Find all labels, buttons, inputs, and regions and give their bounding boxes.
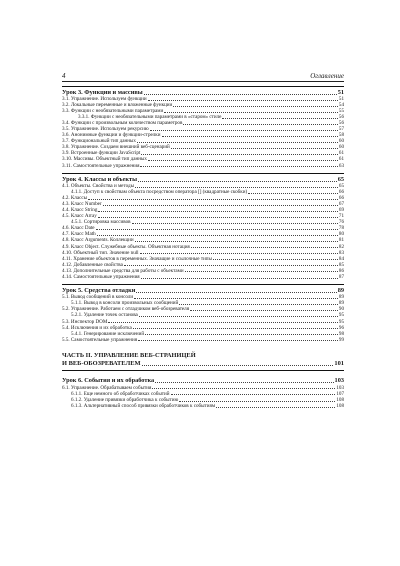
page-ref: 71 bbox=[338, 213, 344, 220]
dot-leader bbox=[132, 223, 338, 224]
toc-entry[interactable] bbox=[62, 403, 344, 409]
entry-title: Урок 3. Функции и массивы bbox=[62, 88, 143, 96]
entry-title: 4.8. Класс Arguments. Коллекции bbox=[62, 237, 134, 244]
dot-leader bbox=[136, 292, 336, 293]
dot-leader bbox=[134, 298, 338, 299]
toc-lesson-heading[interactable] bbox=[62, 376, 344, 385]
dot-leader bbox=[155, 382, 333, 383]
dot-leader bbox=[171, 394, 336, 395]
entry-title: 3.4. Функции с произвольным количеством параметров bbox=[62, 120, 183, 127]
entry-title: 5.1. Вывод сообщений в консоли bbox=[62, 294, 134, 301]
page-number: 4 bbox=[62, 72, 66, 80]
page-ref: 56 bbox=[338, 120, 344, 127]
dot-leader bbox=[144, 94, 337, 95]
dot-leader bbox=[152, 388, 335, 389]
dot-leader bbox=[135, 187, 338, 188]
dot-leader bbox=[183, 124, 338, 125]
entry-title: 3.11. Самостоятельные упражнения bbox=[62, 162, 140, 169]
page-ref: 61 bbox=[338, 150, 344, 157]
entry-title: 5.2. Упражнение. Работаем с отладчиком веб-обозревателя bbox=[62, 306, 190, 313]
page-ref: 103 bbox=[334, 377, 344, 385]
entry-title: 3.5. Упражнение. Используем рекурсию bbox=[62, 126, 149, 133]
dot-leader bbox=[98, 217, 338, 218]
dot-leader bbox=[145, 334, 338, 335]
running-title: Оглавление bbox=[310, 72, 344, 80]
dot-leader bbox=[185, 271, 338, 272]
entry-title: 6.1.1. Еще немного об обработчиках событий bbox=[71, 390, 170, 397]
dot-leader bbox=[141, 154, 338, 155]
entry-title: 6.1. Упражнение. Обрабатываем события bbox=[62, 384, 152, 391]
part-title-line2: И ВЕБ-ОБОЗРЕВАТЕЛЕМ bbox=[62, 359, 141, 367]
page-ref: 96 bbox=[338, 324, 344, 331]
page-ref: 83 bbox=[338, 249, 344, 256]
entry-title: 3.3. Функции с необязательными параметрами bbox=[62, 108, 164, 115]
dot-leader bbox=[97, 235, 338, 236]
entry-title: 3.1. Упражнение. Используем функции bbox=[62, 96, 147, 102]
dot-leader bbox=[139, 316, 338, 317]
page-ref: 57 bbox=[338, 126, 344, 133]
page-ref: 55 bbox=[338, 108, 344, 115]
entry-title: 4.7. Класс Math bbox=[62, 231, 96, 238]
dot-leader bbox=[213, 259, 338, 260]
page-ref: 101 bbox=[334, 359, 344, 367]
dot-leader bbox=[150, 130, 338, 131]
entry-title: 4.3. Класс Number bbox=[62, 201, 102, 208]
toc-entry[interactable] bbox=[62, 274, 344, 280]
entry-title: 4.1. Объекты. Свойства и методы bbox=[62, 183, 135, 190]
entry-title: 4.10. Объектный тип. Значение null bbox=[62, 249, 139, 256]
entry-title: 4.14. Самостоятельные упражнения bbox=[62, 273, 140, 280]
page-ref: 69 bbox=[338, 207, 344, 214]
dot-leader bbox=[216, 407, 335, 408]
entry-title: 5.2.1. Удаление точек останова bbox=[71, 312, 138, 319]
dot-leader bbox=[148, 100, 338, 101]
entry-title: 3.2. Локальные переменные и вложенные функции bbox=[62, 102, 173, 109]
dot-leader bbox=[124, 265, 338, 266]
page-ref: 87 bbox=[338, 273, 344, 280]
dot-leader bbox=[140, 166, 337, 167]
toc-lesson-heading[interactable] bbox=[62, 284, 344, 294]
page-ref: 95 bbox=[338, 312, 344, 319]
page-ref: 107 bbox=[336, 390, 344, 397]
entry-title: 3.10. Массивы. Объектный тип данных bbox=[62, 156, 147, 163]
page-ref: 81 bbox=[338, 237, 344, 244]
page-ref: 99 bbox=[338, 336, 344, 343]
table-of-contents bbox=[62, 86, 344, 409]
page-ref: 98 bbox=[338, 330, 344, 337]
page-ref: 61 bbox=[338, 156, 344, 163]
dot-leader bbox=[148, 160, 338, 161]
entry-title: 5.4.1. Генерирование исключений bbox=[71, 330, 145, 337]
dot-leader bbox=[164, 112, 338, 113]
entry-title: 4.4. Класс String bbox=[62, 207, 98, 214]
dot-leader bbox=[88, 199, 338, 200]
page-ref: 51 bbox=[337, 88, 344, 96]
dot-leader bbox=[135, 241, 338, 242]
part-divider bbox=[62, 370, 344, 371]
dot-leader bbox=[103, 205, 338, 206]
dot-leader bbox=[190, 310, 338, 311]
entry-title: 5.1.1. Вывод в консоли произвольных сообщений bbox=[71, 300, 179, 307]
running-header bbox=[62, 72, 344, 82]
page-ref: 66 bbox=[338, 195, 344, 202]
entry-title: 3.8. Упражнение. Создаем внешний веб-сценарий bbox=[62, 144, 170, 151]
page-ref: 108 bbox=[336, 402, 344, 409]
dot-leader bbox=[191, 247, 338, 248]
entry-title: 3.7. Функциональный тип данных bbox=[62, 138, 136, 145]
entry-title: 5.4. Исключения и их обработка bbox=[62, 324, 132, 331]
dot-leader bbox=[138, 181, 337, 182]
dot-leader bbox=[222, 118, 338, 119]
page-ref: 90 bbox=[338, 306, 344, 313]
dot-leader bbox=[133, 328, 338, 329]
page-ref: 54 bbox=[338, 102, 344, 109]
toc-entry[interactable] bbox=[62, 163, 344, 169]
dot-leader bbox=[141, 278, 338, 279]
dot-leader bbox=[142, 365, 334, 366]
toc-entry[interactable] bbox=[62, 337, 344, 343]
toc-lesson-heading[interactable] bbox=[62, 86, 344, 96]
entry-title: 4.1.1. Доступ к свойствам объекта посредством оператора [] (квадратные скобки) bbox=[71, 189, 248, 196]
dot-leader bbox=[171, 148, 338, 149]
entry-title: 4.13. Дополнительные средства для работы с объектами bbox=[62, 267, 184, 274]
page-ref: 86 bbox=[338, 267, 344, 274]
toc-part-heading[interactable] bbox=[62, 352, 344, 371]
page-ref: 66 bbox=[338, 189, 344, 196]
entry-title: Урок 6. События и их обработка bbox=[62, 377, 155, 385]
page-ref: 76 bbox=[338, 219, 344, 226]
entry-title: 5.5. Самостоятельные упражнения bbox=[62, 336, 138, 343]
dot-leader bbox=[137, 142, 338, 143]
page-ref: 60 bbox=[338, 144, 344, 151]
page-ref: 63 bbox=[338, 162, 344, 169]
dot-leader bbox=[98, 211, 338, 212]
dot-leader bbox=[138, 340, 338, 341]
page-ref: 89 bbox=[338, 294, 344, 301]
entry-title: 4.5. Класс Array bbox=[62, 213, 97, 220]
entry-title: 4.2. Классы bbox=[62, 195, 88, 202]
page-ref: 80 bbox=[338, 231, 344, 238]
page-ref: 58 bbox=[338, 132, 344, 139]
page-ref: 56 bbox=[338, 114, 344, 121]
entry-title: Урок 5. Средства отладки bbox=[62, 286, 136, 294]
dot-leader bbox=[162, 136, 338, 137]
entry-title: 3.6. Анонимные функции и функции-стрелки bbox=[62, 132, 161, 139]
dot-leader bbox=[248, 193, 338, 194]
entry-title: 5.3. Инспектор DOM bbox=[62, 318, 108, 325]
dot-leader bbox=[96, 229, 338, 230]
dot-leader bbox=[108, 322, 338, 323]
page-ref: 85 bbox=[338, 261, 344, 268]
dot-leader bbox=[179, 304, 338, 305]
page-ref: 89 bbox=[337, 286, 344, 294]
entry-title: 4.6. Класс Date bbox=[62, 225, 95, 232]
page-ref: 78 bbox=[338, 225, 344, 232]
page-ref: 51 bbox=[338, 96, 344, 102]
entry-title: 4.5.1. Сортировка массивов bbox=[71, 219, 131, 226]
page-ref: 67 bbox=[338, 201, 344, 208]
page-ref: 108 bbox=[336, 396, 344, 403]
part-title-line1: ЧАСТЬ II. УПРАВЛЕНИЕ ВЕБ-СТРАНИЦЕЙ bbox=[62, 351, 196, 359]
entry-title: 4.11. Хранение объектов в переменных. Значащие и ссылочные типы bbox=[62, 255, 212, 262]
page-ref: 60 bbox=[338, 138, 344, 145]
dot-leader bbox=[179, 401, 335, 402]
entry-title: Урок 4. Классы и объекты bbox=[62, 175, 138, 183]
page-ref: 95 bbox=[338, 318, 344, 325]
entry-title: 6.1.3. Альтернативный способ привязки обработчиков к событиям bbox=[71, 402, 216, 409]
entry-title: 6.1.2. Удаление привязки обработчика к событию bbox=[71, 396, 179, 403]
page-ref: 103 bbox=[336, 384, 344, 391]
page-ref: 89 bbox=[338, 300, 344, 307]
entry-title: 4.12. Добавленные свойства bbox=[62, 261, 123, 268]
page-ref: 84 bbox=[338, 255, 344, 262]
page-ref: 65 bbox=[337, 175, 344, 183]
dot-leader bbox=[173, 106, 338, 107]
entry-title: 3.9. Встроенные функции JavaScript bbox=[62, 150, 141, 157]
entry-title: 4.9. Класс Object. Служебные объекты. Объектная нотация bbox=[62, 243, 190, 250]
toc-lesson-heading[interactable] bbox=[62, 173, 344, 183]
entry-title: 3.3.1. Функции с необязательными параметрами в «старом» стиле bbox=[78, 114, 222, 121]
dot-leader bbox=[140, 253, 338, 254]
page-ref: 65 bbox=[338, 183, 344, 190]
page-ref: 82 bbox=[338, 243, 344, 250]
